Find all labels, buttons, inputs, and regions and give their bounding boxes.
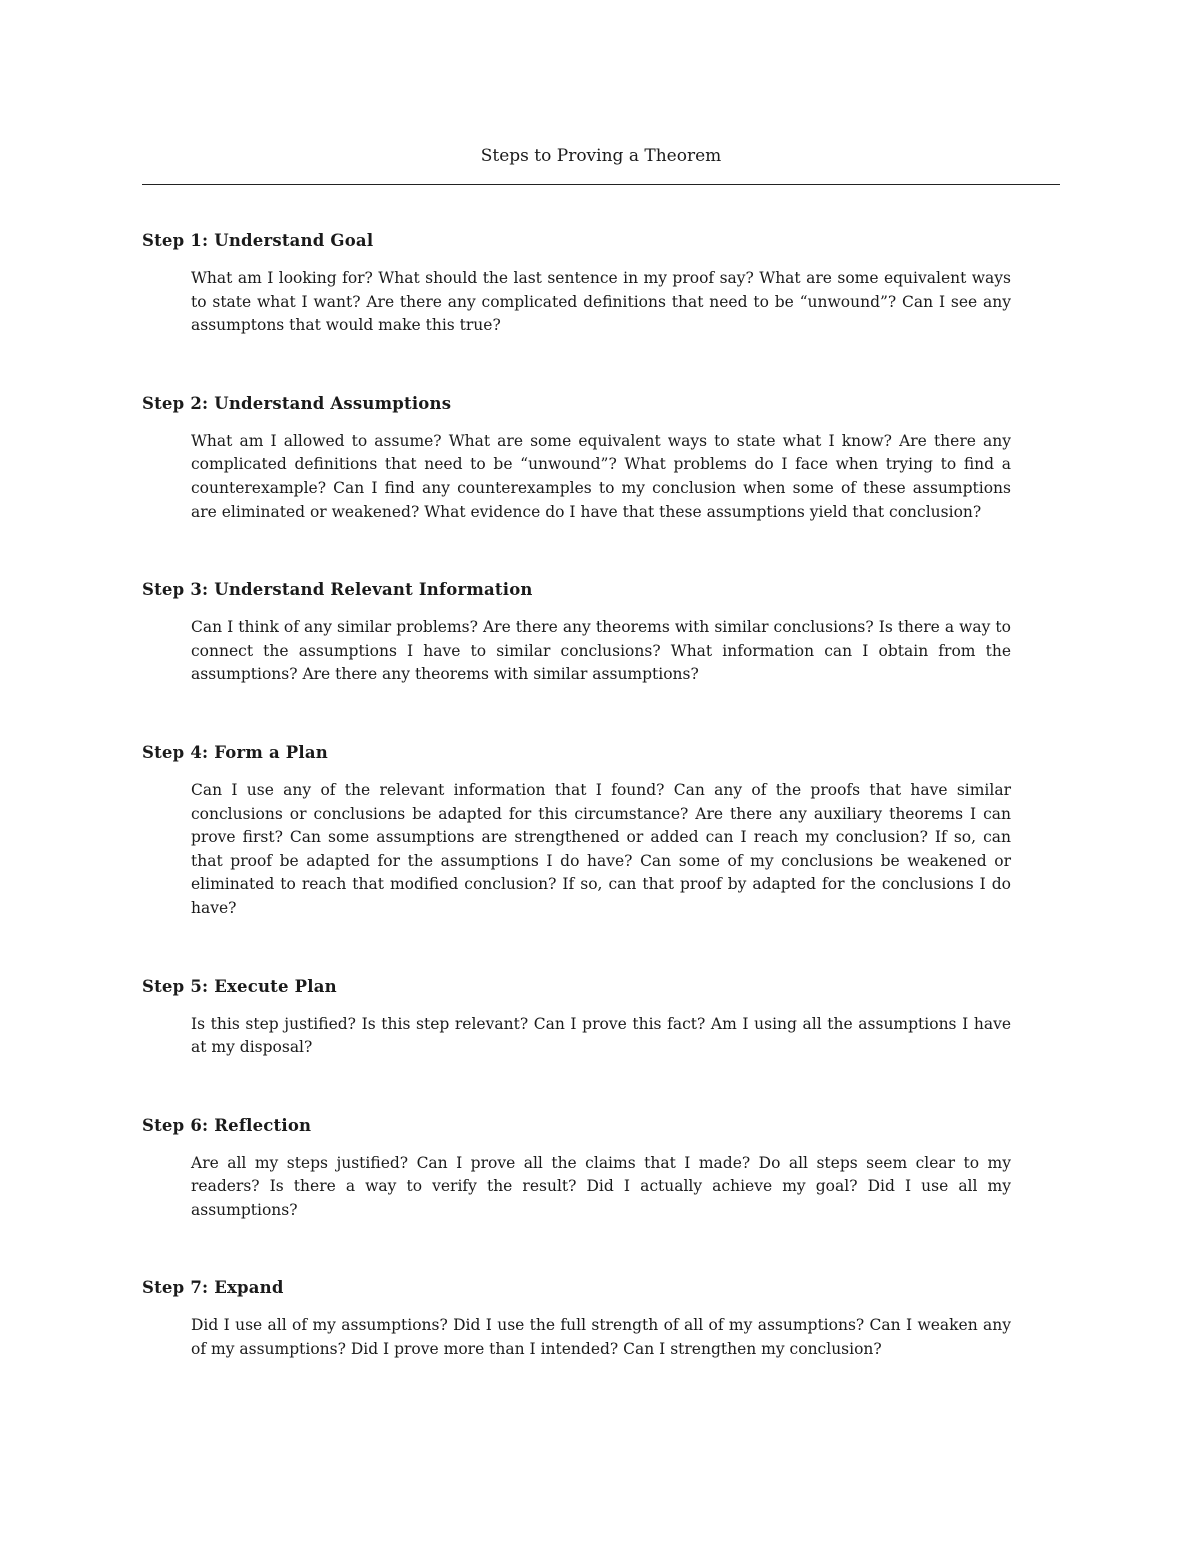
step-1 xyxy=(142,229,1060,338)
step-7 xyxy=(142,1276,1060,1361)
step-heading: Step 5: Execute Plan xyxy=(142,976,337,996)
step-body: Can I use any of the relevant information that I found? Can any of the proofs that have similar conclusions or conclusions be adapted for this circumstance? Are there any auxiliary theorems I can prove first? Can some assumptions are strengthened or added can I reach my conclusion? If so, can that proof be adapted for the assumptions I do have? Can some of my conclusions be weakened or eliminated to reach that modified conclusion? If so, can that proof by adapted for the conclusions I do have? xyxy=(191,780,1011,917)
step-4 xyxy=(142,741,1060,921)
step-heading: Step 7: Expand xyxy=(142,1278,284,1298)
step-5 xyxy=(142,975,1060,1060)
step-heading: Step 4: Form a Plan xyxy=(142,742,328,762)
step-heading: Step 3: Understand Relevant Information xyxy=(142,580,533,600)
step-6 xyxy=(142,1114,1060,1223)
step-body: What am I allowed to assume? What are some equivalent ways to state what I know? Are there any complicated definitions that need to be “unwound”? What problems do I face when trying to find a counterexample? Can I find any counterexamples to my conclusion when some of these assumptions are eliminated or weakened? What evidence do I have that these assumptions yield that conclusion? xyxy=(191,431,1011,521)
step-heading: Step 6: Reflection xyxy=(142,1115,312,1135)
step-body: Can I think of any similar problems? Are there any theorems with similar conclusions? Is there a way to connect the assumptions I have to similar conclusions? What information can I obtain from the assumptions? Are there any theorems with similar assumptions? xyxy=(191,618,1011,684)
step-2 xyxy=(142,392,1060,524)
step-body: Did I use all of my assumptions? Did I use the full strength of all of my assumptions? Can I weaken any of my assumptions? Did I prove more than I intended? Can I strengthen my conclusion? xyxy=(191,1316,1011,1359)
step-body: What am I looking for? What should the last sentence in my proof say? What are some equivalent ways to state what I want? Are there any complicated definitions that need to be “unwound”? Can I see any assumptons that would make this true? xyxy=(191,269,1011,335)
step-heading: Step 1: Understand Goal xyxy=(142,231,374,250)
step-heading: Step 2: Understand Assumptions xyxy=(142,393,452,413)
step-body: Is this step justified? Is this step relevant? Can I prove this fact? Am I using all the assumptions I have at my disposal? xyxy=(191,1014,1011,1057)
step-3 xyxy=(142,578,1060,687)
step-body: Are all my steps justified? Can I prove all the claims that I made? Do all steps seem clear to my readers? Is there a way to verify the result? Did I actually achieve my goal? Did I use all my assumptions? xyxy=(191,1153,1011,1219)
page-header-title: Steps to Proving a Theorem xyxy=(480,146,722,166)
header-divider xyxy=(142,184,1060,185)
steps-list xyxy=(142,229,1060,1416)
